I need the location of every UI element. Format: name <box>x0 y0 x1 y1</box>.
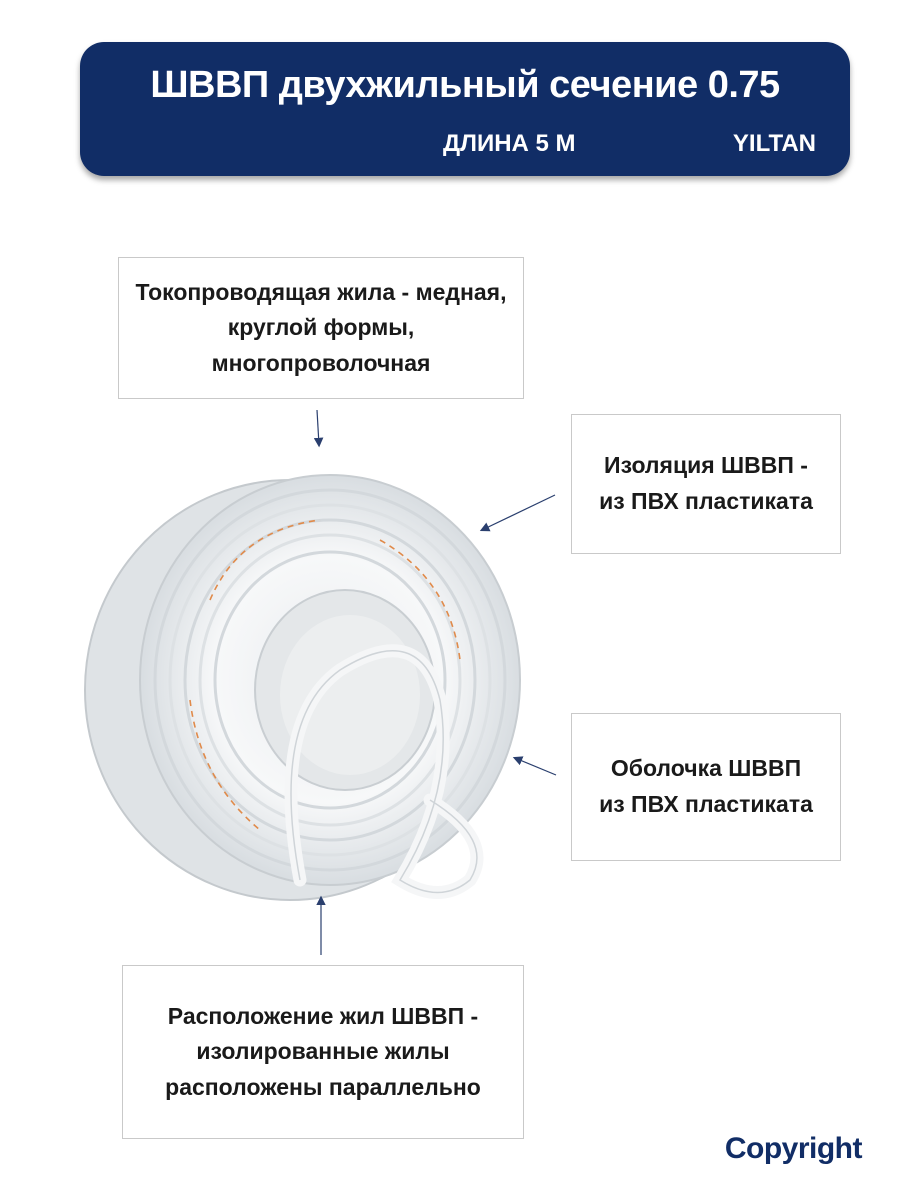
callout-conductor-line-2: круглой формы, <box>227 314 415 341</box>
arrow-insulation <box>482 495 555 530</box>
arrow-sheath <box>515 758 556 775</box>
copyright-label: Copyright <box>724 1132 862 1165</box>
callout-insulation <box>571 414 841 554</box>
product-title: ШВВП двухжильный сечение 0.75 <box>150 64 780 106</box>
callout-conductor-line-1: Токопроводящая жила - медная, <box>135 278 507 305</box>
callout-sheath <box>571 713 841 861</box>
callout-conductor-line-3: многопроволочная <box>211 349 431 376</box>
callout-sheath-line-2: из ПВХ пластиката <box>599 791 813 817</box>
callout-arrangement <box>122 965 524 1139</box>
white-cable-coil-icon <box>85 475 520 900</box>
callout-arrangement-line-1: Расположение жил ШВВП - <box>167 1002 479 1029</box>
callout-sheath-line-1: Оболочка ШВВП <box>610 755 802 782</box>
callout-conductor <box>118 257 524 399</box>
callout-insulation-line-1: Изоляция ШВВП - <box>604 452 808 479</box>
callout-insulation-line-2: из ПВХ пластиката <box>599 488 813 514</box>
brand-name: YILTAN <box>732 130 816 157</box>
callout-arrangement-line-3: расположены параллельно <box>165 1073 481 1100</box>
arrow-conductor <box>317 410 319 445</box>
callout-arrangement-line-2: изолированные жилы <box>196 1038 450 1065</box>
cable-length: ДЛИНА 5 М <box>443 130 576 157</box>
